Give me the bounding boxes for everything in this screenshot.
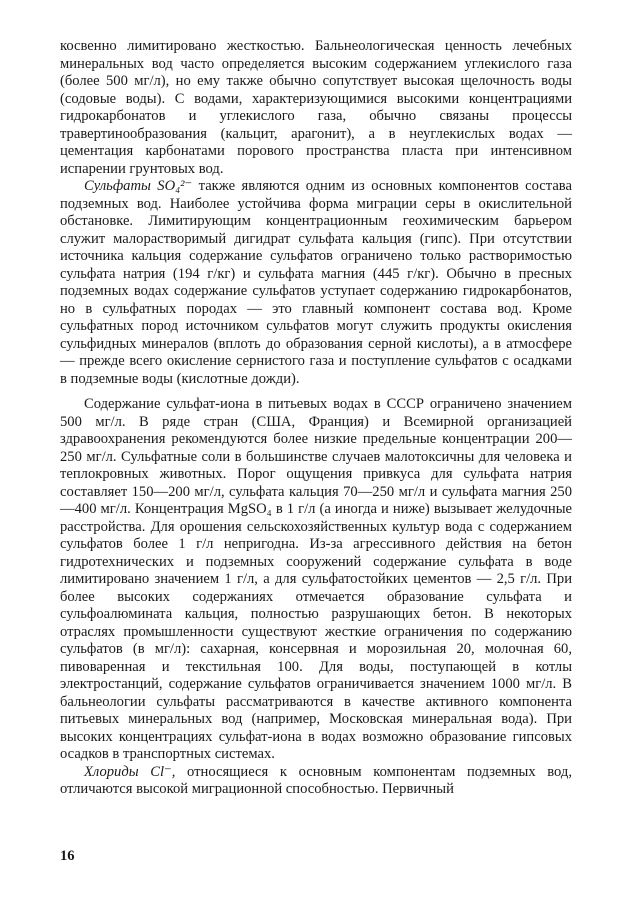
paragraph-chlorides <box>60 764 572 799</box>
paragraph-carbonates-continued <box>60 38 572 178</box>
paragraph-text: также являются одним из основных компонентов состава подземных вод. Наиболее устойчива форма миграции серы в окислительной обстановке. Лимитирующим концентрационным геохимическим барьером служит малорастворимый дигидрат сульфата кальция (гипс). При отсутствии источника кальция содержание сульфатов ограничено только растворимостью сульфата натрия (194 г/кг) и сульфата магния (445 г/кг). Обычно в пресных подземных водах содержание сульфатов уступает содержанию гидрокарбонатов, но в сульфатных породах — это главный компонент состава вод. Кроме сульфатных пород источником сульфатов могут служить продукты окисления сульфидных минералов (вплоть до образования серной кислоты), а в атмосфере — прежде всего окисление сернистого газа и поступление сульфатов с осадками в подземные воды (кислотные дожди). <box>60 178 572 387</box>
page-number: 16 <box>60 848 75 864</box>
section-lead-sulfates: Сульфаты SO₄²⁻ <box>84 178 193 194</box>
paragraph-text: относящиеся к основным компонентам подземных вод, отличаются высокой миграционной способностью. Первичный <box>60 763 572 797</box>
paragraph-text: Содержание сульфат-иона в питьевых водах в СССР ограничено значением 500 мг/л. В ряде стран (США, Франция) и Всемирной организацией здравоохранения рекомендуются более низкие предельные концентрации 200—250 мг/л. Сульфатные соли в большинстве случаев малотоксичны для человека и теплокровных животных. Порог ощущения привкуса для сульфата натрия составляет 150—200 мг/л, сульфата кальция 70—250 мг/л и сульфата магния 250—400 мг/л. Концентрация MgSO₄ в 1 г/л (а иногда и ниже) вызывает желудочные расстройства. Для орошения сельскохозяйственных культур вода с содержанием сульфатов более 1 г/л непригодна. Из-за агрессивного действия на бетон гидротехнических и подземных сооружений содержание сульфата в воде лимитировано значением 1 г/л, а для сульфатостойких цементов — 2,5 г/л. При более высоких содержаниях отмечается образование сульфата и сульфоалюмината кальция, полностью разрушающих бетон. В некоторых отраслях промышленности существуют жесткие ограничения по содержанию сульфатов (в мг/л): сахарная, консервная и морозильная 20, молочная 60, пивоваренная и текстильная 100. Для воды, поступающей в котлы электростанций, содержание сульфатов ограничивается значением 1000 мг/л. В бальнеологии сульфаты рассматриваются в качестве активного компонента питьевых минеральных вод (например, Московская минеральная вода). При высоких концентрациях сульфат-иона в водах возможно образование гипсовых осадков в транспортных системах. <box>60 396 572 762</box>
page-body <box>60 38 572 799</box>
section-lead-chlorides: Хлориды Cl⁻, <box>84 763 176 780</box>
paragraph-text: косвенно лимитировано жесткостью. Бальнеологическая ценность лечебных минеральных вод часто определяется высоким содержанием углекислого газа (более 500 мг/л), но ему также обычно сопутствует высокая щелочность воды (содовые воды). С водами, характеризующимися высокими концентрациями гидрокарбонатов и углекислого газа, обычно связаны процессы травертинообразования (кальцит, арагонит), а в неуглекислых водах — цементация карбонатами порового пространства пласта при интенсивном испарении грунтовых вод. <box>60 38 572 177</box>
paragraph-sulfates <box>60 178 572 388</box>
paragraph-sulfate-limits <box>60 396 572 764</box>
